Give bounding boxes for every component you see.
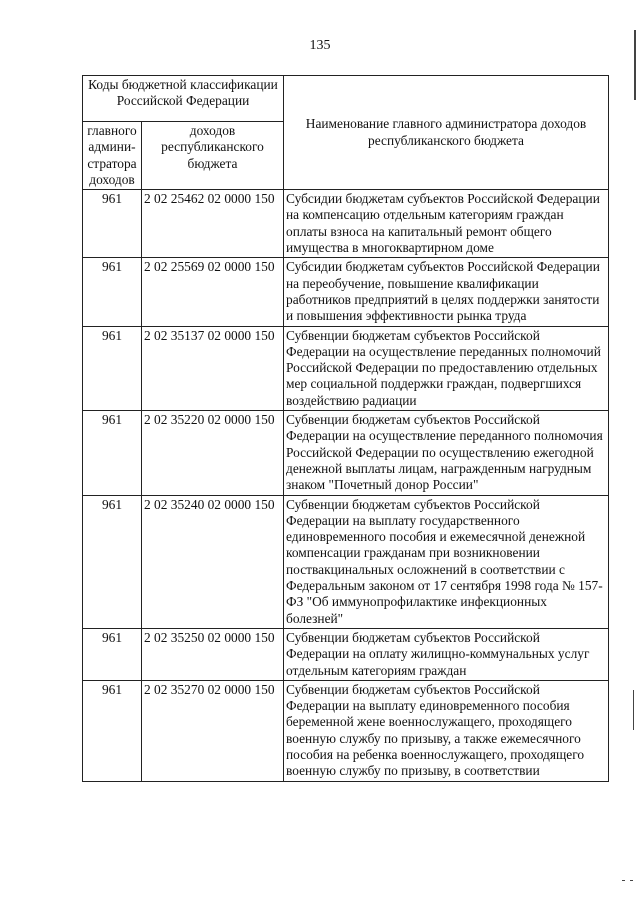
table-row (83, 190, 609, 258)
admin-code-cell: 961 (83, 258, 142, 326)
header-codes: Коды бюджетной классификации Российской Федерации (83, 76, 284, 122)
admin-code-cell: 961 (83, 628, 142, 680)
admin-code-cell: 961 (83, 190, 142, 258)
name-cell: Субвенции бюджетам субъектов Российской Федерации на выплату единовременного пособия беременной жене военнослужащего, проходящего военную службу по призыву, а также ежемесячного пособия на ребенка военнослужащего, проходящего военную службу по призыву, в соответствии (284, 680, 609, 781)
admin-code-cell: 961 (83, 680, 142, 781)
name-cell: Субсидии бюджетам субъектов Российской Федерации на компенсацию отдельным категориям граждан оплаты взноса на капитальный ремонт общего имущества в многоквартирном доме (284, 190, 609, 258)
revenue-code-cell: 2 02 35250 02 0000 150 (142, 628, 284, 680)
scan-artifact (622, 880, 625, 881)
name-cell: Субвенции бюджетам субъектов Российской Федерации на осуществление переданного полномочия Российской Федерации по осуществлению ежегодной денежной выплаты лицам, награжденным нагрудным знаком "Почетный донор России" (284, 411, 609, 495)
table-row (83, 326, 609, 410)
admin-code-cell: 961 (83, 411, 142, 495)
header-revenue: доходов республиканского бюджета (142, 122, 284, 190)
name-cell: Субвенции бюджетам субъектов Российской Федерации на осуществление переданных полномочий Российской Федерации по предоставлению отдельных мер социальной поддержки граждан, подвергшихся воздействию радиации (284, 326, 609, 410)
table-row (83, 258, 609, 326)
table-row (83, 680, 609, 781)
revenue-code-cell: 2 02 35137 02 0000 150 (142, 326, 284, 410)
header-admin: главного админи-стратора доходов (83, 122, 142, 190)
scan-artifact (634, 30, 636, 100)
name-cell: Субсидии бюджетам субъектов Российской Федерации на переобучение, повышение квалификации работников предприятий в целях поддержки занятости и повышения эффективности рынка труда (284, 258, 609, 326)
revenue-code-cell: 2 02 35220 02 0000 150 (142, 411, 284, 495)
revenue-code-cell: 2 02 25569 02 0000 150 (142, 258, 284, 326)
revenue-code-cell: 2 02 35270 02 0000 150 (142, 680, 284, 781)
admin-code-cell: 961 (83, 326, 142, 410)
table-row (83, 411, 609, 495)
budget-classification-table (82, 75, 609, 782)
name-cell: Субвенции бюджетам субъектов Российской Федерации на выплату государственного единовременного пособия и ежемесячной денежной компенсации гражданам при возникновении поствакцинальных осложнений в соответствии с Федеральным законом от 17 сентября 1998 года № 157-ФЗ "Об иммунопрофилактике инфекционных болезней" (284, 495, 609, 628)
name-cell: Субвенции бюджетам субъектов Российской Федерации на оплату жилищно-коммунальных услуг отдельным категориям граждан (284, 628, 609, 680)
table-row (83, 628, 609, 680)
admin-code-cell: 961 (83, 495, 142, 628)
page-number: 135 (309, 38, 331, 53)
table-row (83, 495, 609, 628)
scan-artifact (633, 690, 634, 730)
revenue-code-cell: 2 02 35240 02 0000 150 (142, 495, 284, 628)
scan-artifact (630, 880, 633, 881)
header-name: Наименование главного администратора доходов республиканского бюджета (284, 76, 609, 190)
revenue-code-cell: 2 02 25462 02 0000 150 (142, 190, 284, 258)
